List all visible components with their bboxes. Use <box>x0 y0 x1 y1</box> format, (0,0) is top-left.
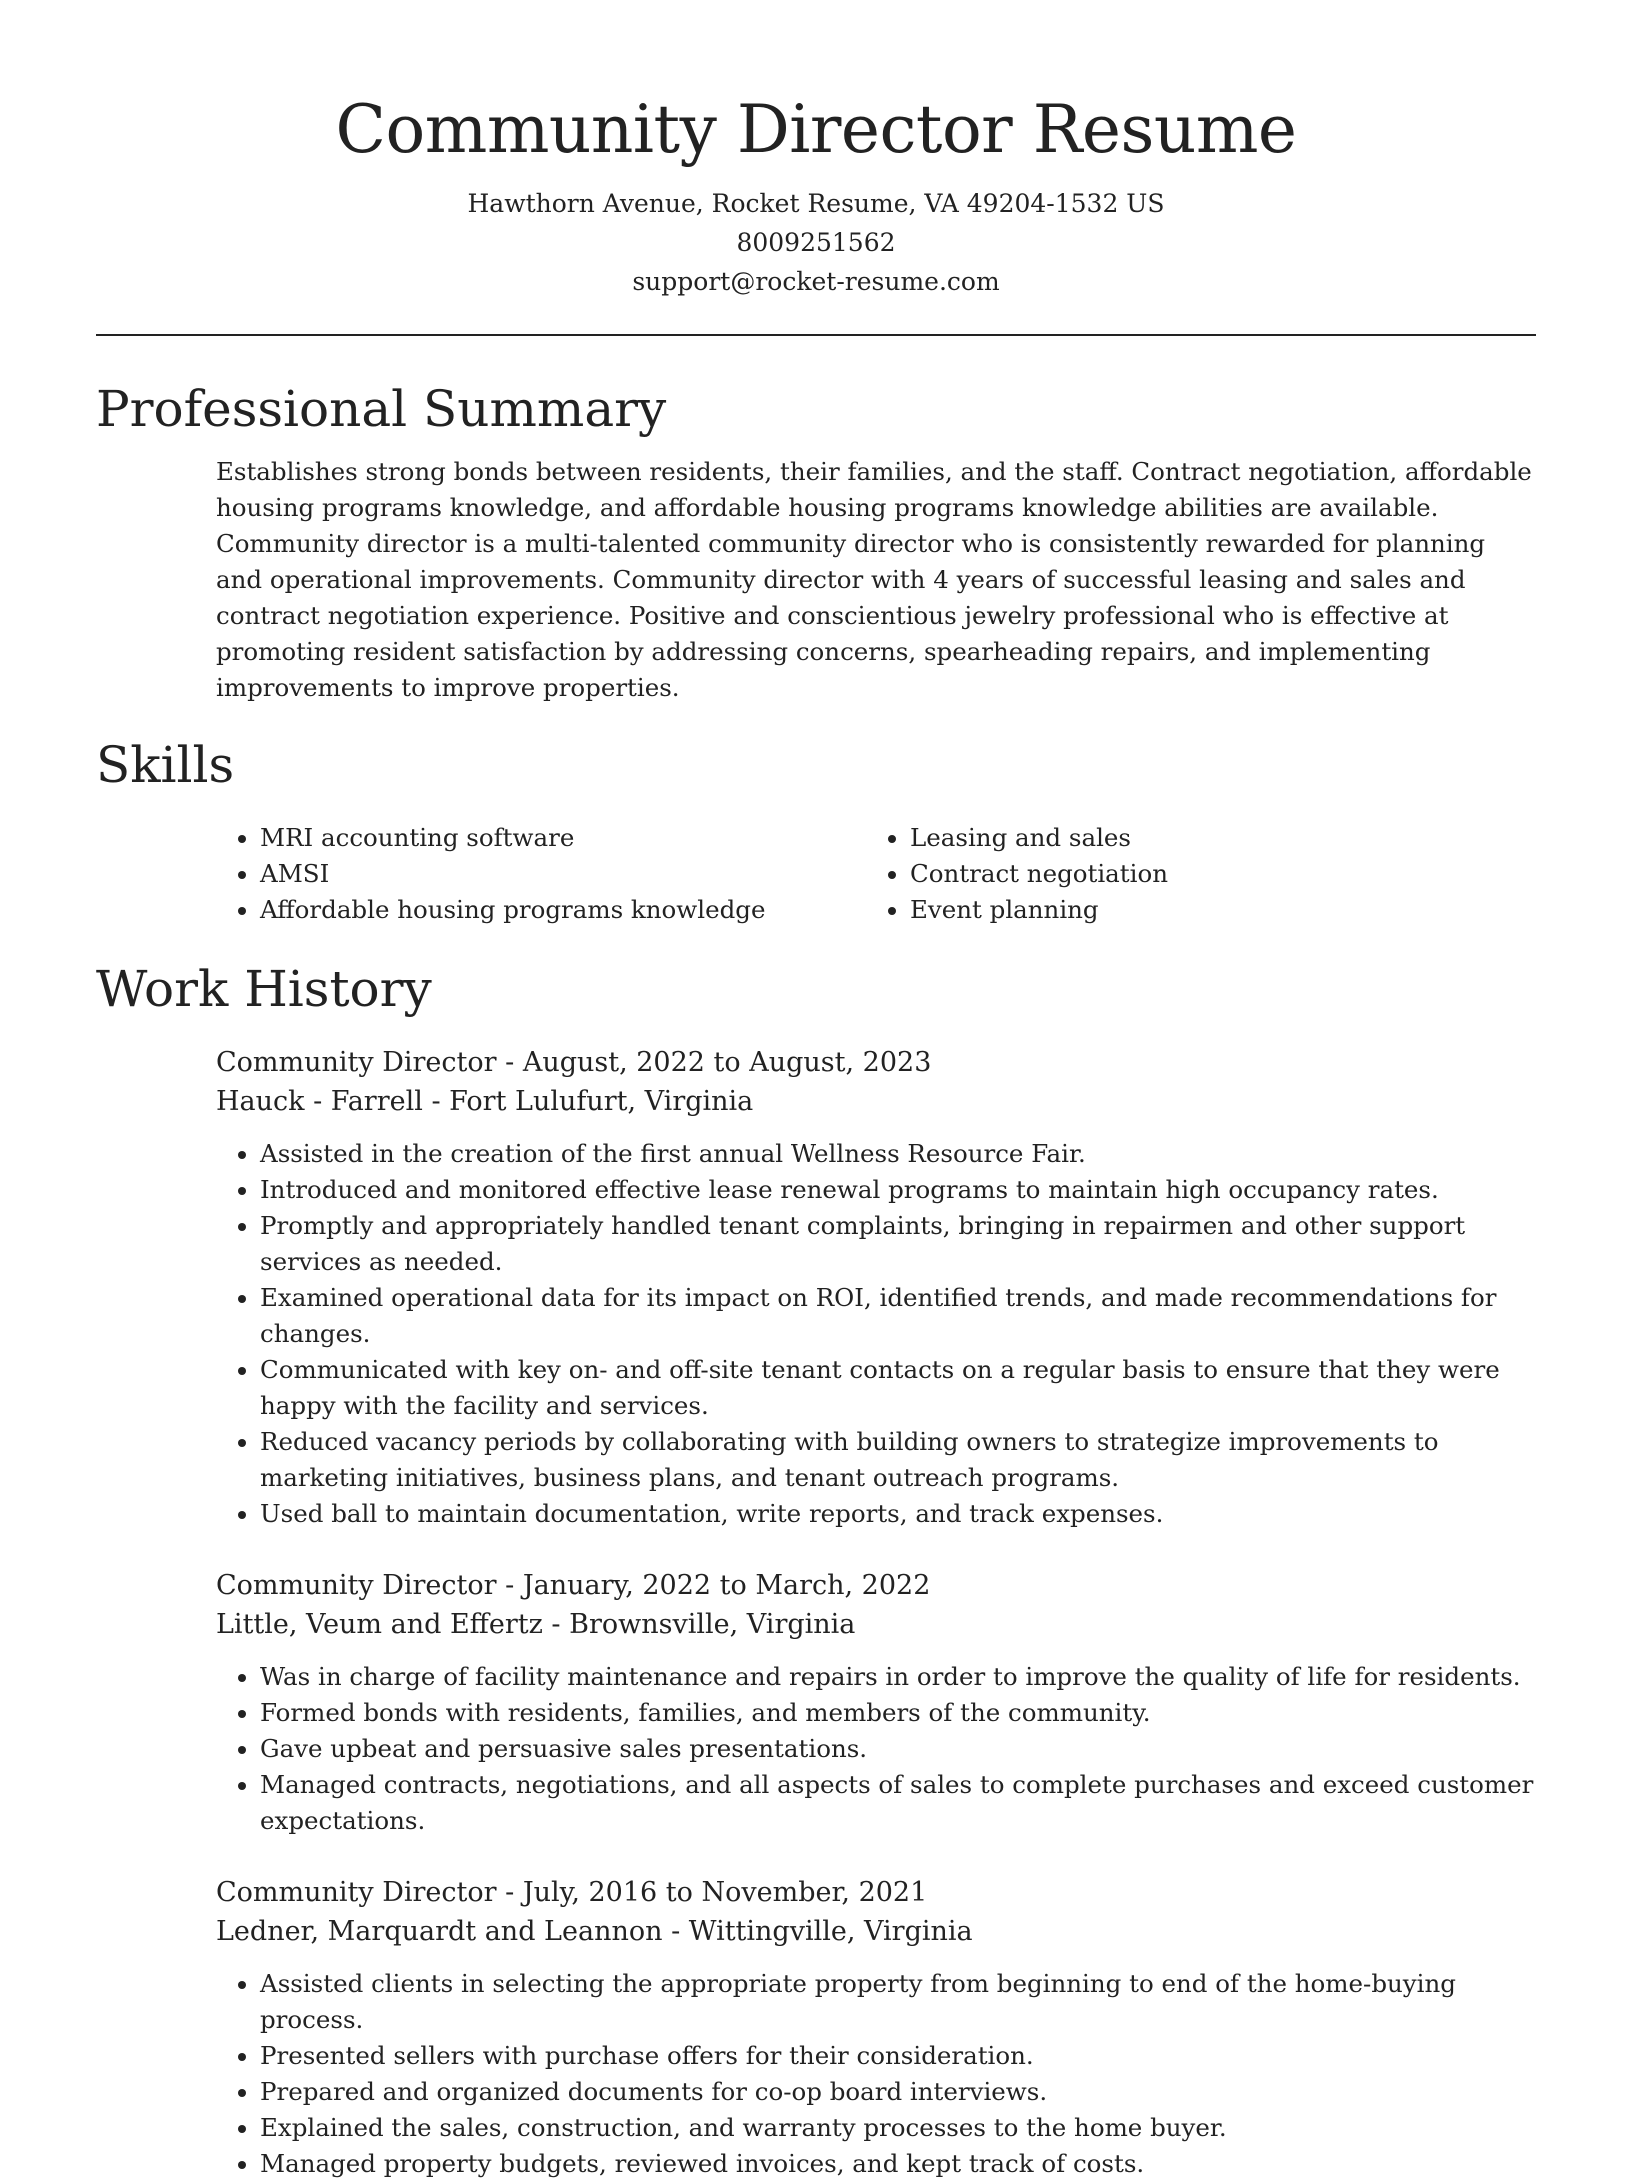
skill-item: • Event planning <box>910 892 1516 928</box>
summary-text: Establishes strong bonds between residents, their families, and the staff. Contract negotiation, affordable housing programs knowledge, and affordable housing programs knowledge abilities are available. Community director is a multi-talented community director who is consistently rewarded for planning and operational improvements. Community director with 4 years of successful leasing and sales and contract negotiation experience. Positive and conscientious jewelry professional who is effective at promoting resident satisfaction by addressing concerns, spearheading repairs, and implementing improvements to improve properties. <box>216 457 1532 702</box>
skill-item: • Contract negotiation <box>910 856 1516 892</box>
job-bullet: • Reduced vacancy periods by collaborating with building owners to strategize improvements to marketing initiatives, business plans, and tenant outreach programs. <box>260 1424 1536 1496</box>
job-bullets <box>216 1659 1536 1839</box>
job-entry <box>216 1043 1536 1532</box>
job-title: Community Director <box>216 1570 497 1601</box>
skill-item: • MRI accounting software <box>260 820 866 856</box>
job-title: Community Director <box>216 1877 497 1908</box>
job-company-line <box>216 1912 1536 1951</box>
job-bullet: • Introduced and monitored effective lease renewal programs to maintain high occupancy rates. <box>260 1172 1536 1208</box>
job-dates: - August, 2022 to August, 2023 <box>496 1047 932 1078</box>
job-location: - Wittingville, Virginia <box>662 1916 973 1947</box>
skills-list <box>216 820 1536 928</box>
skill-item: • Affordable housing programs knowledge <box>260 892 866 928</box>
skill-item: • Leasing and sales <box>910 820 1516 856</box>
job-dates: - July, 2016 to November, 2021 <box>496 1877 928 1908</box>
job-bullet: • Formed bonds with residents, families, and members of the community. <box>260 1695 1536 1731</box>
job-title-line <box>216 1043 1536 1082</box>
job-bullet: • Used ball to maintain documentation, write reports, and track expenses. <box>260 1496 1536 1532</box>
job-bullet: • Assisted clients in selecting the appropriate property from beginning to end of the home-buying process. <box>260 1966 1536 2038</box>
job-title: Community Director <box>216 1047 497 1078</box>
job-bullet: • Promptly and appropriately handled tenant complaints, bringing in repairmen and other support services as needed. <box>260 1208 1536 1280</box>
skills-column-right <box>866 820 1516 928</box>
skills-column-left <box>216 820 866 928</box>
job-title-line <box>216 1566 1536 1605</box>
work-history-heading: Work History <box>96 960 432 1018</box>
job-company: Little, Veum and Effertz <box>216 1609 543 1640</box>
job-company: Hauck - Farrell <box>216 1086 423 1117</box>
job-bullet: • Managed contracts, negotiations, and all aspects of sales to complete purchases and exceed customer expectations. <box>260 1767 1536 1839</box>
job-location: - Brownsville, Virginia <box>542 1609 856 1640</box>
header-divider <box>96 334 1536 336</box>
job-bullet: • Explained the sales, construction, and warranty processes to the home buyer. <box>260 2110 1536 2146</box>
contact-phone: 8009251562 <box>736 228 896 257</box>
job-bullet: • Gave upbeat and persuasive sales presentations. <box>260 1731 1536 1767</box>
job-bullet: • Examined operational data for its impact on ROI, identified trends, and made recommendations for changes. <box>260 1280 1536 1352</box>
page-title: Community Director Resume <box>335 91 1297 168</box>
job-bullets <box>216 1966 1536 2182</box>
job-entry <box>216 1873 1536 2182</box>
skills-heading: Skills <box>96 736 235 794</box>
job-company: Ledner, Marquardt and Leannon <box>216 1916 663 1947</box>
job-bullets <box>216 1136 1536 1532</box>
job-bullet: • Managed property budgets, reviewed invoices, and kept track of costs. <box>260 2146 1536 2182</box>
job-entry <box>216 1566 1536 1839</box>
skill-item: • AMSI <box>260 856 866 892</box>
job-location: - Fort Lulufurt, Virginia <box>422 1086 754 1117</box>
job-company-line <box>216 1605 1536 1644</box>
contact-email: support@rocket-resume.com <box>632 267 1000 296</box>
job-bullet: • Was in charge of facility maintenance and repairs in order to improve the quality of life for residents. <box>260 1659 1536 1695</box>
contact-block <box>96 184 1536 301</box>
resume-page <box>96 0 1536 2182</box>
job-company-line <box>216 1082 1536 1121</box>
job-bullet: • Communicated with key on- and off-site tenant contacts on a regular basis to ensure that they were happy with the facility and services. <box>260 1352 1536 1424</box>
contact-address: Hawthorn Avenue, Rocket Resume, VA 49204-1532 US <box>467 189 1165 218</box>
job-bullet: • Prepared and organized documents for co-op board interviews. <box>260 2074 1536 2110</box>
job-dates: - January, 2022 to March, 2022 <box>496 1570 931 1601</box>
summary-heading: Professional Summary <box>96 380 667 438</box>
job-title-line <box>216 1873 1536 1912</box>
job-bullet: • Presented sellers with purchase offers for their consideration. <box>260 2038 1536 2074</box>
job-bullet: • Assisted in the creation of the first annual Wellness Resource Fair. <box>260 1136 1536 1172</box>
